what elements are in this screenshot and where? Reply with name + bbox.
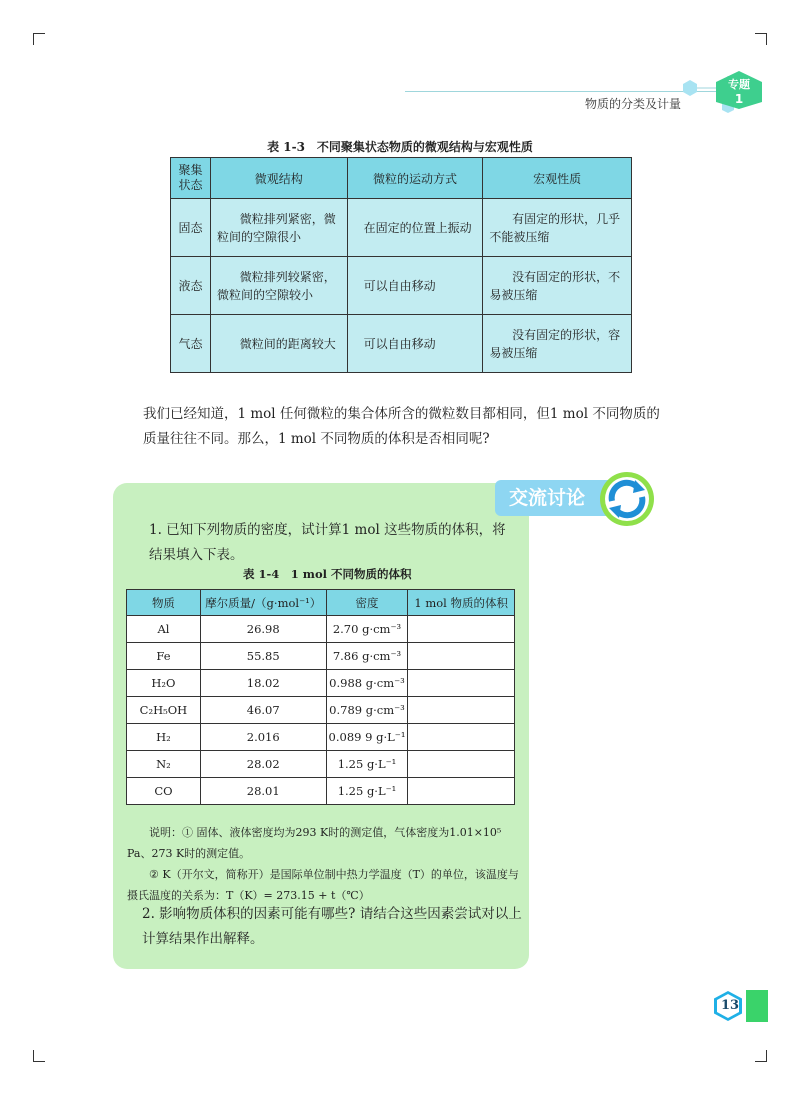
table14-empty-cell (408, 751, 515, 778)
table-row (127, 697, 515, 724)
body-paragraph: 我们已经知道，1 mol 任何微粒的集合体所含的微粒数目都相同，但1 mol 不同物质的质量往往不同。那么，1 mol 不同物质的体积是否相同呢? (143, 406, 660, 447)
table14-cell: 1.25 g·L⁻¹ (326, 778, 408, 805)
table13-cell: 微粒排列较紧密，微粒间的空隙较小 (210, 257, 347, 315)
table14-title: 表 1-4 1 mol 不同物质的体积 (243, 567, 412, 581)
table14-cell: 18.02 (200, 670, 326, 697)
section-title: 物质的分类及计量 (585, 97, 682, 111)
crop-mark-bottom-left (33, 1061, 45, 1062)
table14-cell: C₂H₅OH (127, 697, 201, 724)
table14-cell: CO (127, 778, 201, 805)
table14-header-cell: 密度 (326, 590, 408, 616)
table-row (171, 315, 632, 373)
table14-cell: 1.25 g·L⁻¹ (326, 751, 408, 778)
table14-cell: 0.789 g·cm⁻³ (326, 697, 408, 724)
crop-mark-top-left (33, 33, 45, 34)
table13-cell: 微粒间的距离较大 (210, 315, 347, 373)
crop-mark-top-left (33, 33, 34, 45)
table14-cell: 55.85 (200, 643, 326, 670)
page-number: 13 (720, 998, 740, 1013)
table13-title: 表 1-3 不同聚集状态物质的微观结构与宏观性质 (267, 140, 533, 154)
table13-cell: 可以自由移动 (347, 315, 483, 373)
table14-cell: 0.089 9 g·L⁻¹ (326, 724, 408, 751)
table-row (127, 643, 515, 670)
table14-cell: 0.988 g·cm⁻³ (326, 670, 408, 697)
table14-header-row (127, 590, 515, 616)
discussion-question-2: 2. 影响物质体积的因素可能有哪些? 请结合这些因素尝试对以上计算结果作出解释。 (142, 906, 522, 947)
table14-cell: Fe (127, 643, 201, 670)
table14-empty-cell (408, 643, 515, 670)
table13-cell: 可以自由移动 (347, 257, 483, 315)
table13-cell: 没有固定的形状，不易被压缩 (483, 257, 632, 315)
table14-cell: 2.016 (200, 724, 326, 751)
table-row (171, 257, 632, 315)
chapter-badge-label: 专题 (728, 78, 750, 91)
table14-cell: H₂ (127, 724, 201, 751)
table14-cell: 2.70 g·cm⁻³ (326, 616, 408, 643)
table13-header-cell: 微观结构 (210, 158, 347, 199)
note-1: 说明：① 固体、液体密度均为293 K时的测定值，气体密度为1.01×10⁵ Pa、273 K时的测定值。 (127, 826, 502, 860)
table13-cell: 有固定的形状，几乎不能被压缩 (483, 199, 632, 257)
table14-cell: N₂ (127, 751, 201, 778)
discussion-question-1: 1. 已知下列物质的密度，试计算1 mol 这些物质的体积，将结果填入下表。 (149, 522, 506, 563)
table14-empty-cell (408, 697, 515, 724)
table14 (126, 589, 515, 805)
table13-cell: 微粒排列紧密，微粒间的空隙很小 (210, 199, 347, 257)
table-row (127, 778, 515, 805)
table14-empty-cell (408, 616, 515, 643)
table13 (170, 157, 632, 373)
chapter-badge-number: 1 (734, 92, 744, 106)
table14-cell: H₂O (127, 670, 201, 697)
table-row (127, 616, 515, 643)
crop-mark-top-right (755, 33, 767, 34)
table14-cell: 28.02 (200, 751, 326, 778)
table14-empty-cell (408, 778, 515, 805)
chapter-badge (714, 70, 764, 110)
refresh-cycle-icon (598, 470, 656, 528)
table13-cell: 在固定的位置上振动 (347, 199, 483, 257)
table-row (171, 199, 632, 257)
note-2: ② K（开尔文，简称开）是国际单位制中热力学温度（T）的单位，该温度与摄氏温度的关系为：T（K）= 273.15 + t（℃） (127, 868, 519, 902)
table13-header-cell: 微粒的运动方式 (347, 158, 483, 199)
table13-cell: 固态 (171, 199, 211, 257)
discussion-tab-label: 交流讨论 (495, 480, 613, 516)
table13-cell: 没有固定的形状，容易被压缩 (483, 315, 632, 373)
table-row (127, 670, 515, 697)
table14-cell: 46.07 (200, 697, 326, 724)
crop-mark-top-right (766, 33, 767, 45)
table13-header-cell: 宏观性质 (483, 158, 632, 199)
table14-header-cell: 摩尔质量/（g·mol⁻¹） (200, 590, 326, 616)
table14-header-cell: 物质 (127, 590, 201, 616)
page-edge-tab (746, 990, 768, 1022)
table14-header-cell: 1 mol 物质的体积 (408, 590, 515, 616)
table14-cell: 7.86 g·cm⁻³ (326, 643, 408, 670)
table14-empty-cell (408, 724, 515, 751)
table13-cell: 液态 (171, 257, 211, 315)
crop-mark-bottom-right (755, 1061, 767, 1062)
table-notes (127, 822, 527, 906)
table14-cell: Al (127, 616, 201, 643)
table13-header-cell: 聚集状态 (171, 158, 211, 199)
table14-empty-cell (408, 670, 515, 697)
table-row (127, 751, 515, 778)
table13-cell: 气态 (171, 315, 211, 373)
table14-cell: 26.98 (200, 616, 326, 643)
table13-header-row (171, 158, 632, 199)
table14-cell: 28.01 (200, 778, 326, 805)
header-rule (405, 91, 723, 92)
table-row (127, 724, 515, 751)
